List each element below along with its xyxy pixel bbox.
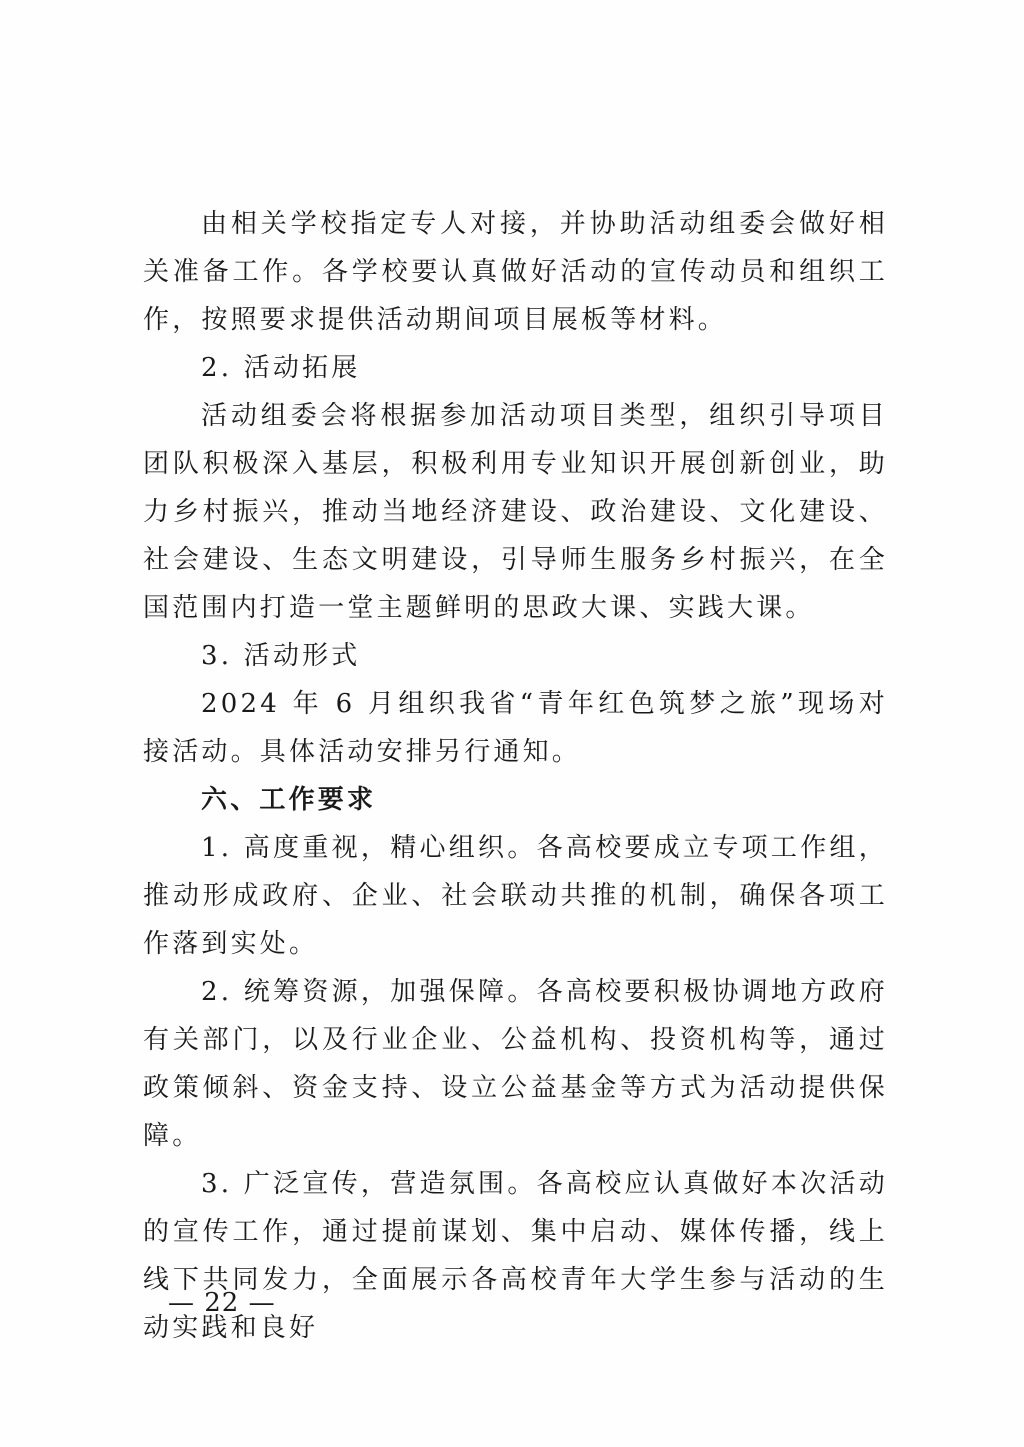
paragraph-requirement-1: 1. 高度重视，精心组织。各高校要成立专项工作组，推动形成政府、企业、社会联动共推的机制，确保各项工作落到实处。 <box>143 833 888 959</box>
page-number: — 22 — <box>168 1288 276 1318</box>
paragraph-requirement-3: 3. 广泛宣传，营造氛围。各高校应认真做好本次活动的宣传工作，通过提前谋划、集中启动、媒体传播，线上线下共同发力，全面展示各高校青年大学生参与活动的生动实践和良好 <box>143 1169 888 1343</box>
paragraph-continuation: 由相关学校指定专人对接，并协助活动组委会做好相关准备工作。各学校要认真做好活动的宣传动员和组织工作，按照要求提供活动期间项目展板等材料。 <box>143 209 888 335</box>
paragraph-activity-form: 2024 年 6 月组织我省“青年红色筑梦之旅”现场对接活动。具体活动安排另行通知。 <box>143 689 888 767</box>
document-body <box>143 200 888 1352</box>
subheading-activity-form: 3. 活动形式 <box>201 641 361 671</box>
section-heading-work-requirements: 六、工作要求 <box>201 785 377 815</box>
paragraph-requirement-2: 2. 统筹资源，加强保障。各高校要积极协调地方政府有关部门，以及行业企业、公益机构、投资机构等，通过政策倾斜、资金支持、设立公益基金等方式为活动提供保障。 <box>143 977 888 1151</box>
subheading-activity-expansion: 2. 活动拓展 <box>201 353 361 383</box>
paragraph-activity-expansion: 活动组委会将根据参加活动项目类型，组织引导项目团队积极深入基层，积极利用专业知识开展创新创业，助力乡村振兴，推动当地经济建设、政治建设、文化建设、社会建设、生态文明建设，引导师生服务乡村振兴，在全国范围内打造一堂主题鲜明的思政大课、实践大课。 <box>143 401 888 623</box>
